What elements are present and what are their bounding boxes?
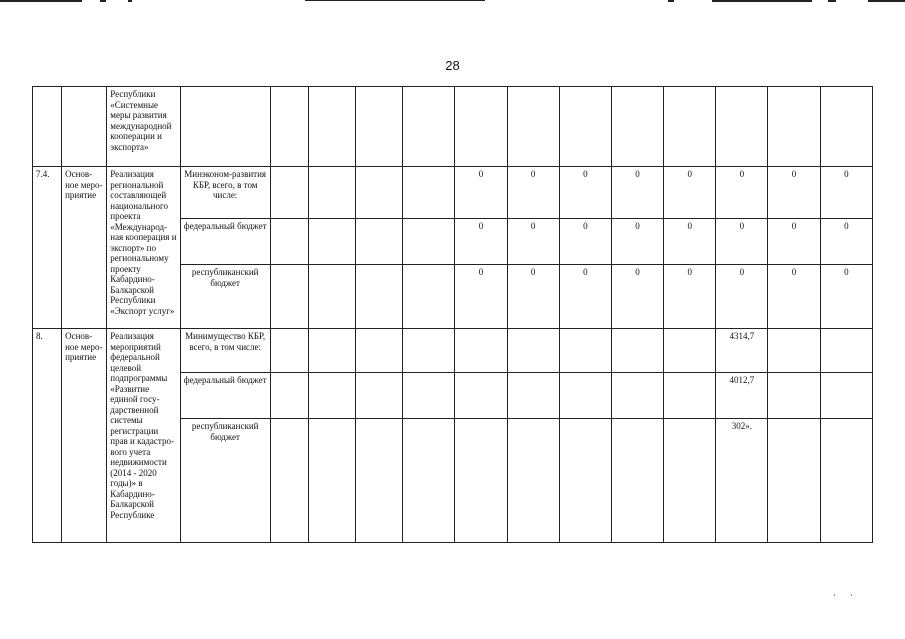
value-cell: 0 xyxy=(559,265,611,329)
value-cell: 0 xyxy=(611,265,663,329)
item-index: 7.4. xyxy=(33,167,62,329)
value-cell: 0 xyxy=(664,167,716,219)
measure-name-continued: Республики «Системные меры развития международной кооперации и экспорта» xyxy=(107,87,180,167)
funding-source: республиканский бюджет xyxy=(180,419,270,543)
value-cell: 0 xyxy=(664,219,716,265)
value-cell: 0 xyxy=(455,265,507,329)
table-row xyxy=(33,87,873,167)
value-cell: 0 xyxy=(611,219,663,265)
value-cell: 0 xyxy=(768,219,820,265)
scan-dots: ·· xyxy=(833,590,867,600)
value-cell: 0 xyxy=(768,167,820,219)
value-cell: 0 xyxy=(507,167,559,219)
value-cell: 0 xyxy=(768,265,820,329)
page-number: 28 xyxy=(445,58,460,73)
value-cell: 0 xyxy=(820,219,872,265)
value-cell: 4314,7 xyxy=(716,329,768,373)
value-cell: 0 xyxy=(455,219,507,265)
table-row xyxy=(33,167,873,219)
item-index: 8. xyxy=(33,329,62,543)
value-cell: 302». xyxy=(716,419,768,543)
funding-source: республиканский бюджет xyxy=(180,265,270,329)
table-row xyxy=(33,329,873,373)
value-cell: 0 xyxy=(559,167,611,219)
value-cell: 0 xyxy=(664,265,716,329)
value-cell: 0 xyxy=(559,219,611,265)
value-cell: 0 xyxy=(716,167,768,219)
value-cell: 0 xyxy=(507,219,559,265)
value-cell: 0 xyxy=(716,265,768,329)
item-type: Основ-ное меро-приятие xyxy=(62,329,107,543)
item-name: Реализация региональной составляющей национального проекта «Международ-ная кооперация и экспорт» по региональному проекту Кабардино-Балкарской Республики «Экспорт услуг» xyxy=(107,167,180,329)
funding-source: федеральный бюджет xyxy=(180,219,270,265)
value-cell: 0 xyxy=(820,265,872,329)
value-cell: 0 xyxy=(507,265,559,329)
value-cell: 0 xyxy=(716,219,768,265)
value-cell: 0 xyxy=(611,167,663,219)
funding-source: федеральный бюджет xyxy=(180,373,270,419)
funding-source: Минимущество КБР, всего, в том числе: xyxy=(180,329,270,373)
value-cell: 4012,7 xyxy=(716,373,768,419)
funding-source: Минэконом-развития КБР, всего, в том числе: xyxy=(180,167,270,219)
item-name: Реализация мероприятий федеральной целевой подпрограммы «Развитие единой госу-дарственной системы регистрации прав и кадастро-вого учета недвижимости (2014 - 2020 годы)» в Кабардино-Балкарской Республике xyxy=(107,329,180,543)
scan-artifacts xyxy=(0,0,905,8)
budget-table xyxy=(32,86,873,543)
value-cell: 0 xyxy=(455,167,507,219)
item-type: Основ-ное меро-приятие xyxy=(62,167,107,329)
value-cell: 0 xyxy=(820,167,872,219)
